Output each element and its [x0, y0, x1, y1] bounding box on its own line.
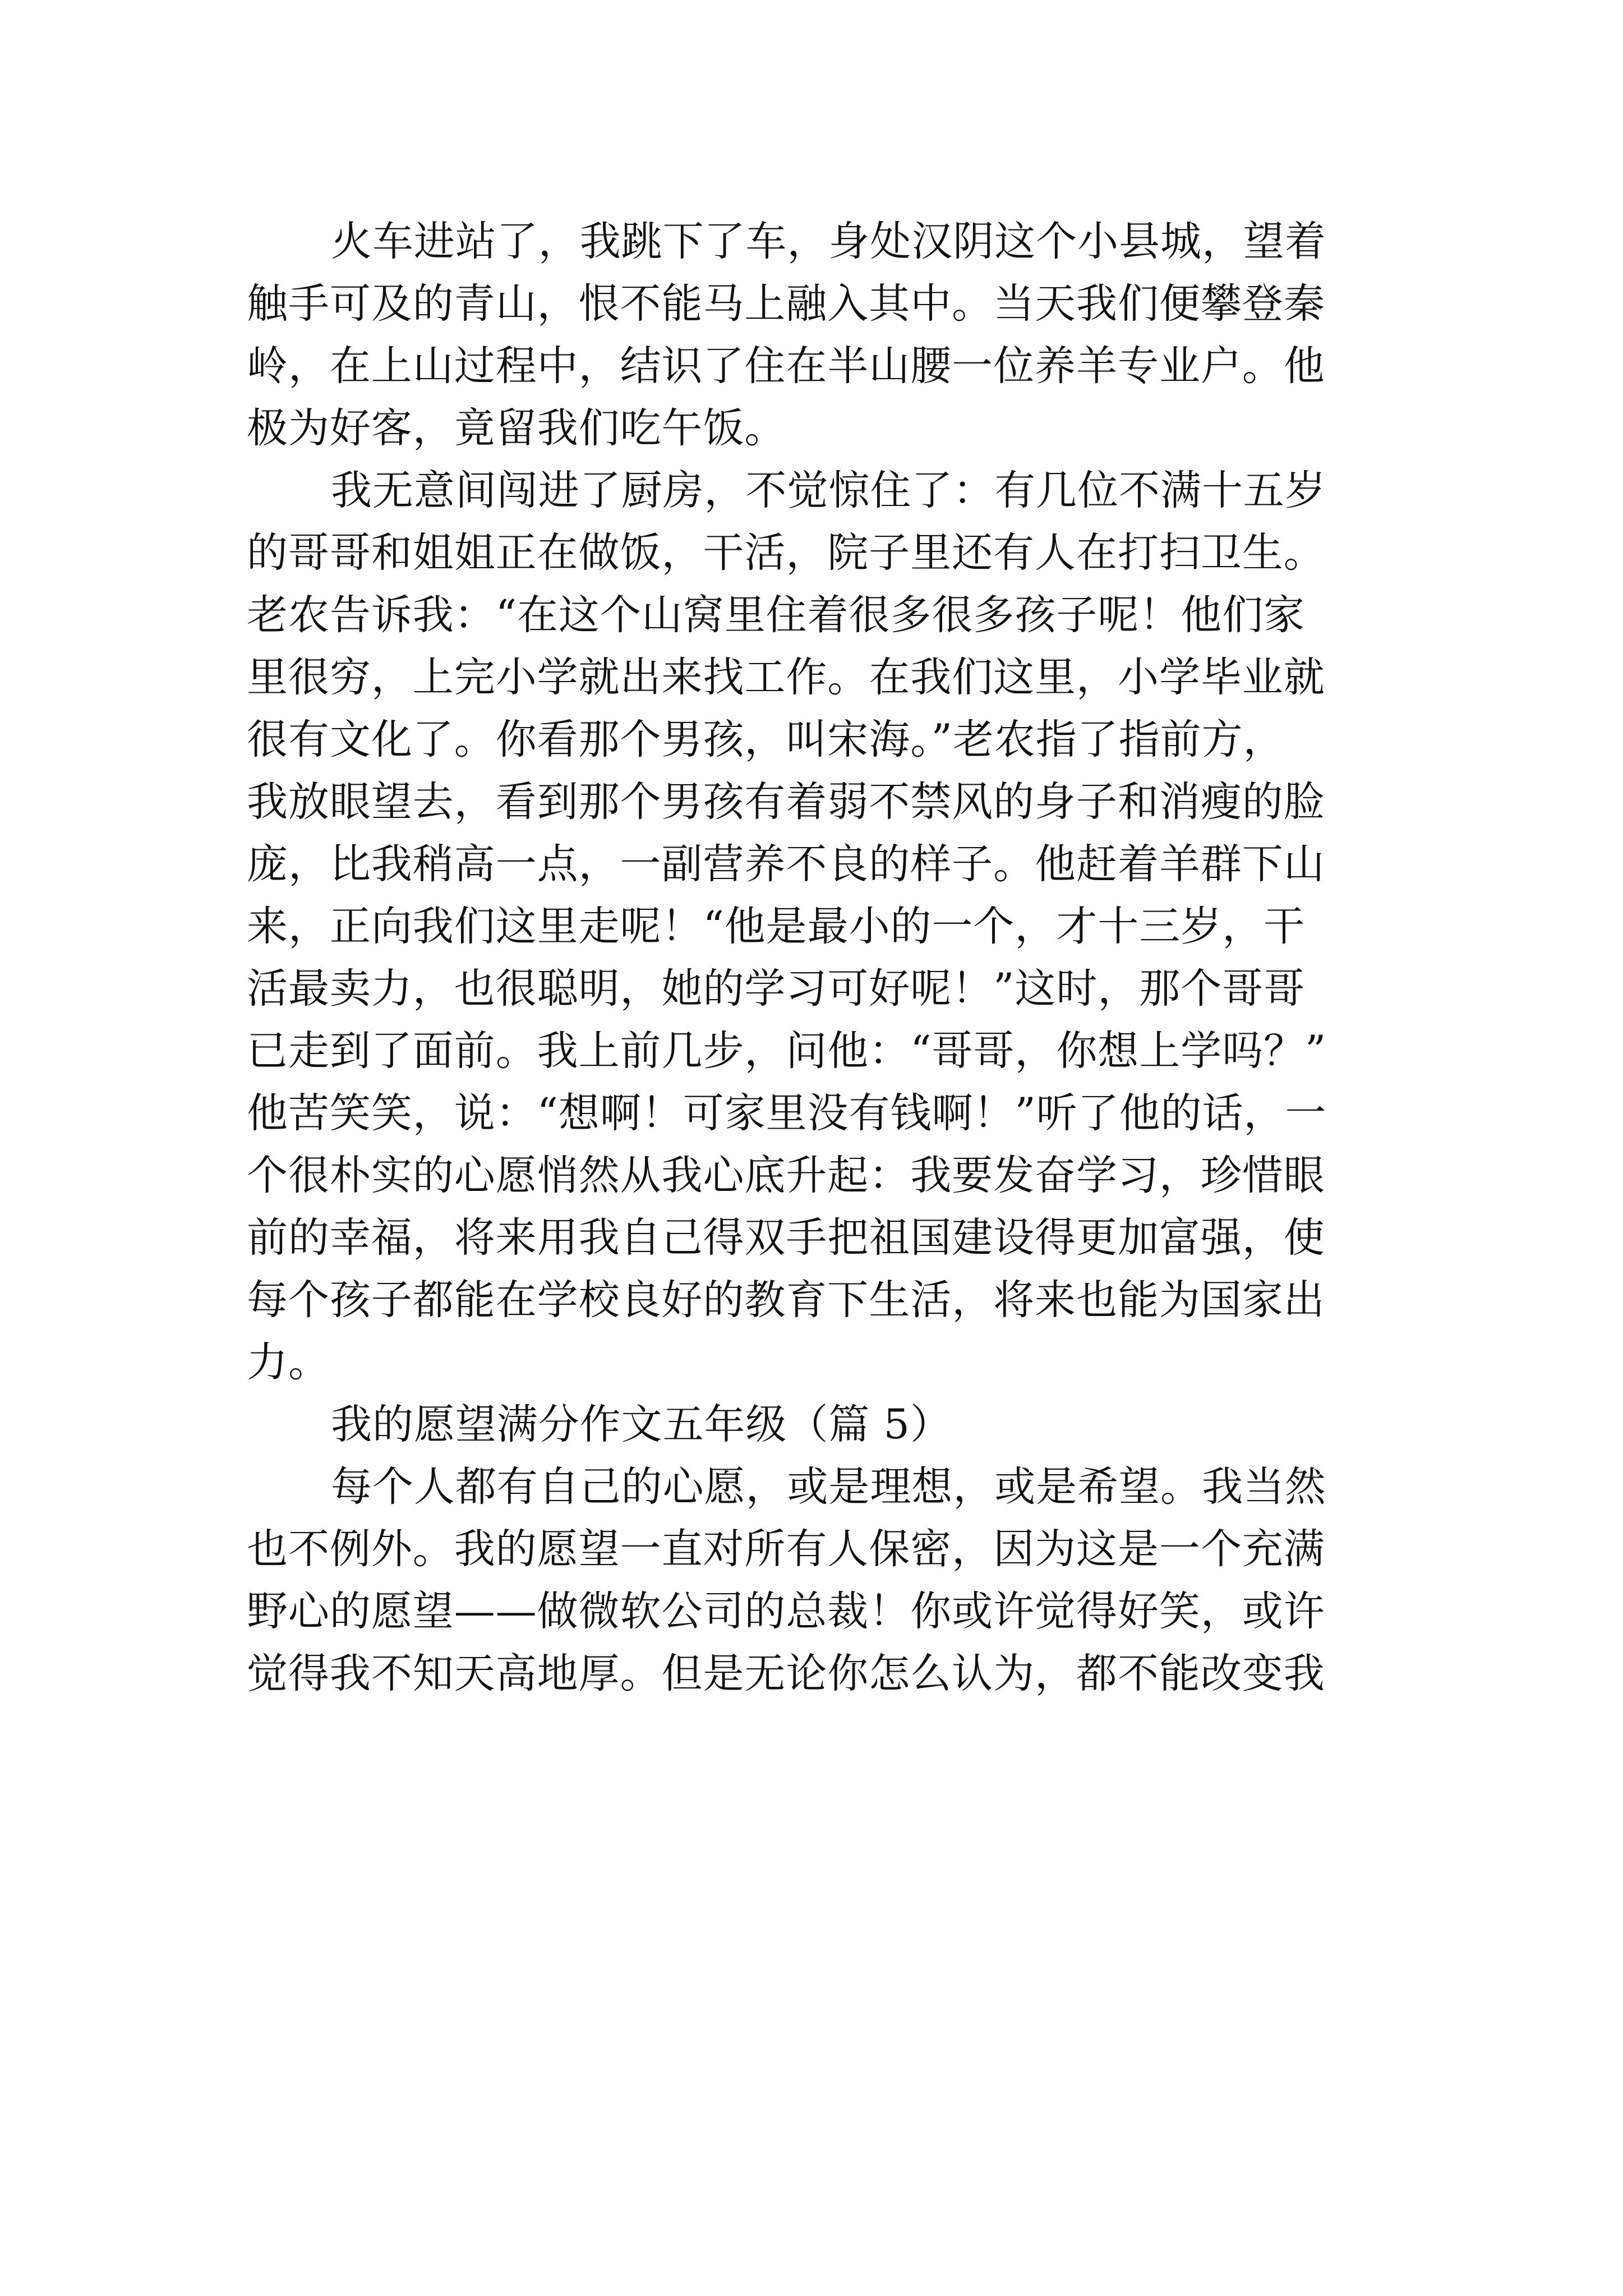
text-line: 前的幸福，将来用我自己得双手把祖国建设得更加富强，使 [247, 1214, 1325, 1262]
text-line: 里很穷，上完小学就出来找工作。在我们这里，小学毕业就 [247, 654, 1325, 701]
text-line: 个很朴实的心愿悄然从我心底升起：我要发奋学习，珍惜眼 [247, 1152, 1325, 1199]
text-line: 已走到了面前。我上前几步，问他：“哥哥，你想上学吗？” [247, 1027, 1327, 1075]
text-line: 也不例外。我的愿望一直对所有人保密，因为这是一个充满 [247, 1525, 1325, 1573]
text-line: 岭，在上山过程中，结识了住在半山腰一位养羊专业户。他 [247, 342, 1325, 390]
text-line: 的哥哥和姐姐正在做饭，干活，院子里还有人在打扫卫生。 [247, 529, 1325, 577]
text-line: 野心的愿望——做微软公司的总裁！你或许觉得好笑，或许 [247, 1588, 1325, 1635]
text-line: 触手可及的青山，恨不能马上融入其中。当天我们便攀登秦 [247, 280, 1325, 328]
text-line: 觉得我不知天高地厚。但是无论你怎么认为，都不能改变我 [247, 1650, 1325, 1697]
section-heading: 我的愿望满分作文五年级（篇 5） [331, 1401, 952, 1448]
text-line: 力。 [247, 1338, 330, 1386]
text-line: 每个人都有自己的心愿，或是理想，或是希望。我当然 [331, 1463, 1326, 1511]
text-line: 老农告诉我：“在这个山窝里住着很多很多孩子呢！他们家 [247, 591, 1306, 639]
text-line: 我无意间闯进了厨房，不觉惊住了：有几位不满十五岁 [331, 467, 1326, 514]
text-line: 我放眼望去，看到那个男孩有着弱不禁风的身子和消瘦的脸 [247, 778, 1325, 826]
text-line: 很有文化了。你看那个男孩，叫宋海。”老农指了指前方， [247, 716, 1285, 763]
text-line: 极为好客，竟留我们吃午饭。 [247, 404, 786, 452]
text-line: 庞，比我稍高一点，一副营养不良的样子。他赶着羊群下山 [247, 840, 1325, 888]
text-line: 他苦笑笑，说：“想啊！可家里没有钱啊！”听了他的话，一 [247, 1089, 1327, 1137]
text-line: 每个孩子都能在学校良好的教育下生活，将来也能为国家出 [247, 1276, 1325, 1324]
text-line: 来，正向我们这里走呢！“他是最小的一个，才十三岁，干 [247, 903, 1306, 950]
text-line: 活最卖力，也很聪明，她的学习可好呢！”这时，那个哥哥 [247, 965, 1306, 1013]
text-line: 火车进站了，我跳下了车，身处汉阴这个小县城，望着 [331, 218, 1326, 265]
document-body [247, 210, 1380, 1705]
